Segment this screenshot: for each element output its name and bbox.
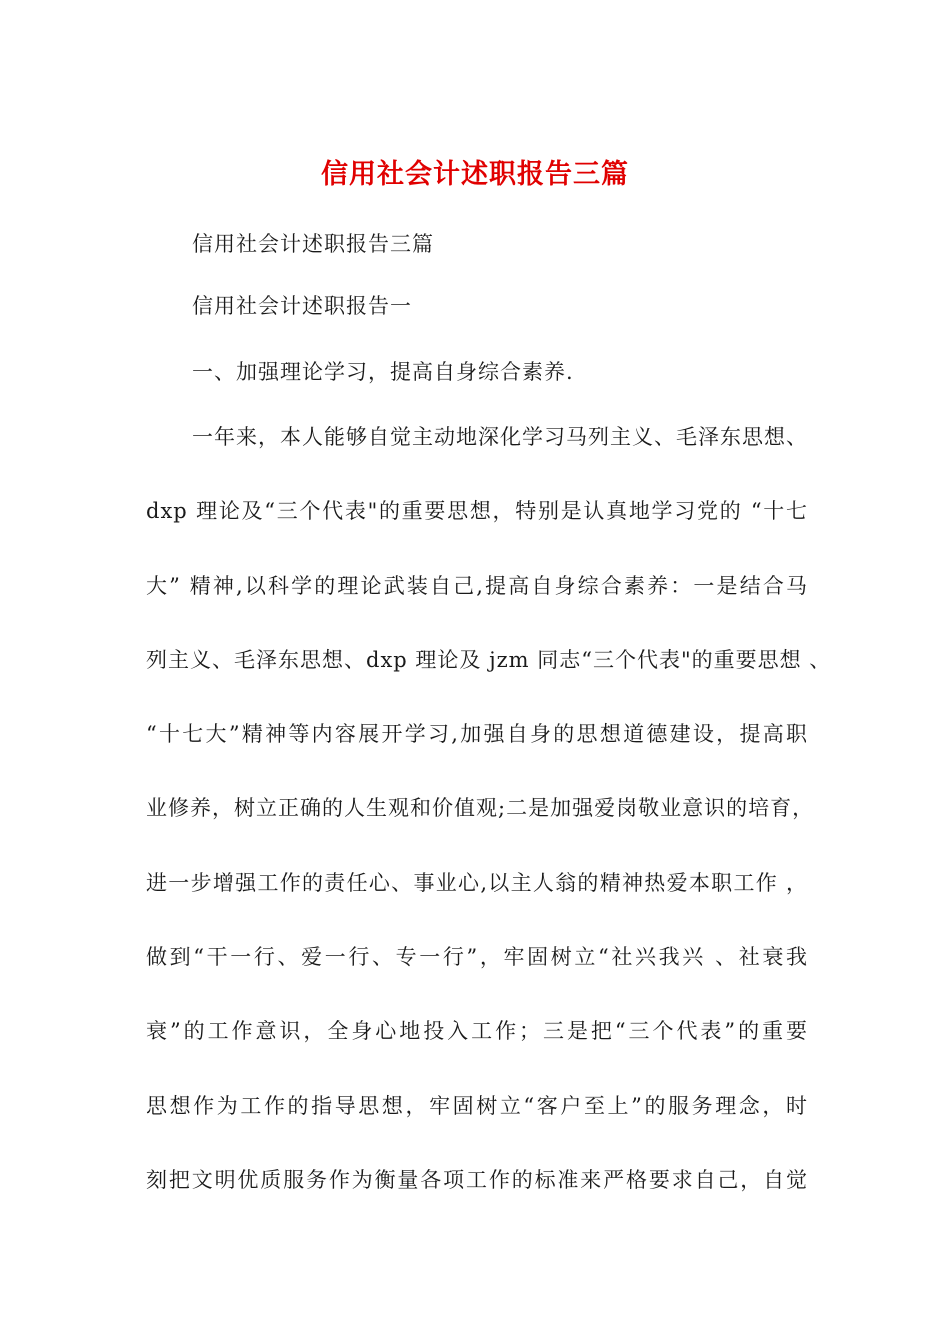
body-line: 一年来，本人能够自觉主动地深化学习马列主义、毛泽东思想、 [192, 425, 808, 449]
body-line: 进一步增强工作的责任心、事业心,以主人翁的精神热爱本职工作 ， [146, 870, 808, 895]
body-line: “十七大”精神等内容展开学习,加强自身的思想道德建设，提高职 [146, 722, 808, 747]
body-line: 业修养，树立正确的人生观和价值观;二是加强爱岗敬业意识的培育， [146, 796, 815, 821]
document-title: 信用社会计述职报告三篇 [321, 159, 629, 190]
body-line: 刻把文明优质服务作为衡量各项工作的标准来严格要求自己，自觉 [146, 1167, 808, 1192]
body-line: 做到“干一行、爱一行、专一行”，牢固树立“社兴我兴 、社衰我 [146, 945, 808, 970]
subtitle: 信用社会计述职报告三篇 [192, 232, 434, 256]
section-heading: 信用社会计述职报告一 [192, 294, 412, 318]
body-line: 大” 精神,以科学的理论武装自己,提高自身综合素养：一是结合马 [146, 573, 808, 598]
point-heading: 一、加强理论学习，提高自身综合素养. [192, 360, 574, 384]
body-paragraph [146, 422, 832, 1239]
body-line: 列主义、毛泽东思想、dxp 理论及 jzm 同志“三个代表"的重要思想 、 [146, 647, 832, 672]
body-line: 思想作为工作的指导思想，牢固树立“客户至上”的服务理念，时 [146, 1093, 808, 1118]
body-line: dxp 理论及“三个代表"的重要思想，特别是认真地学习党的 “十七 [146, 499, 808, 524]
body-line: 衰”的工作意识，全身心地投入工作；三是把“三个代表”的重要 [146, 1019, 808, 1044]
